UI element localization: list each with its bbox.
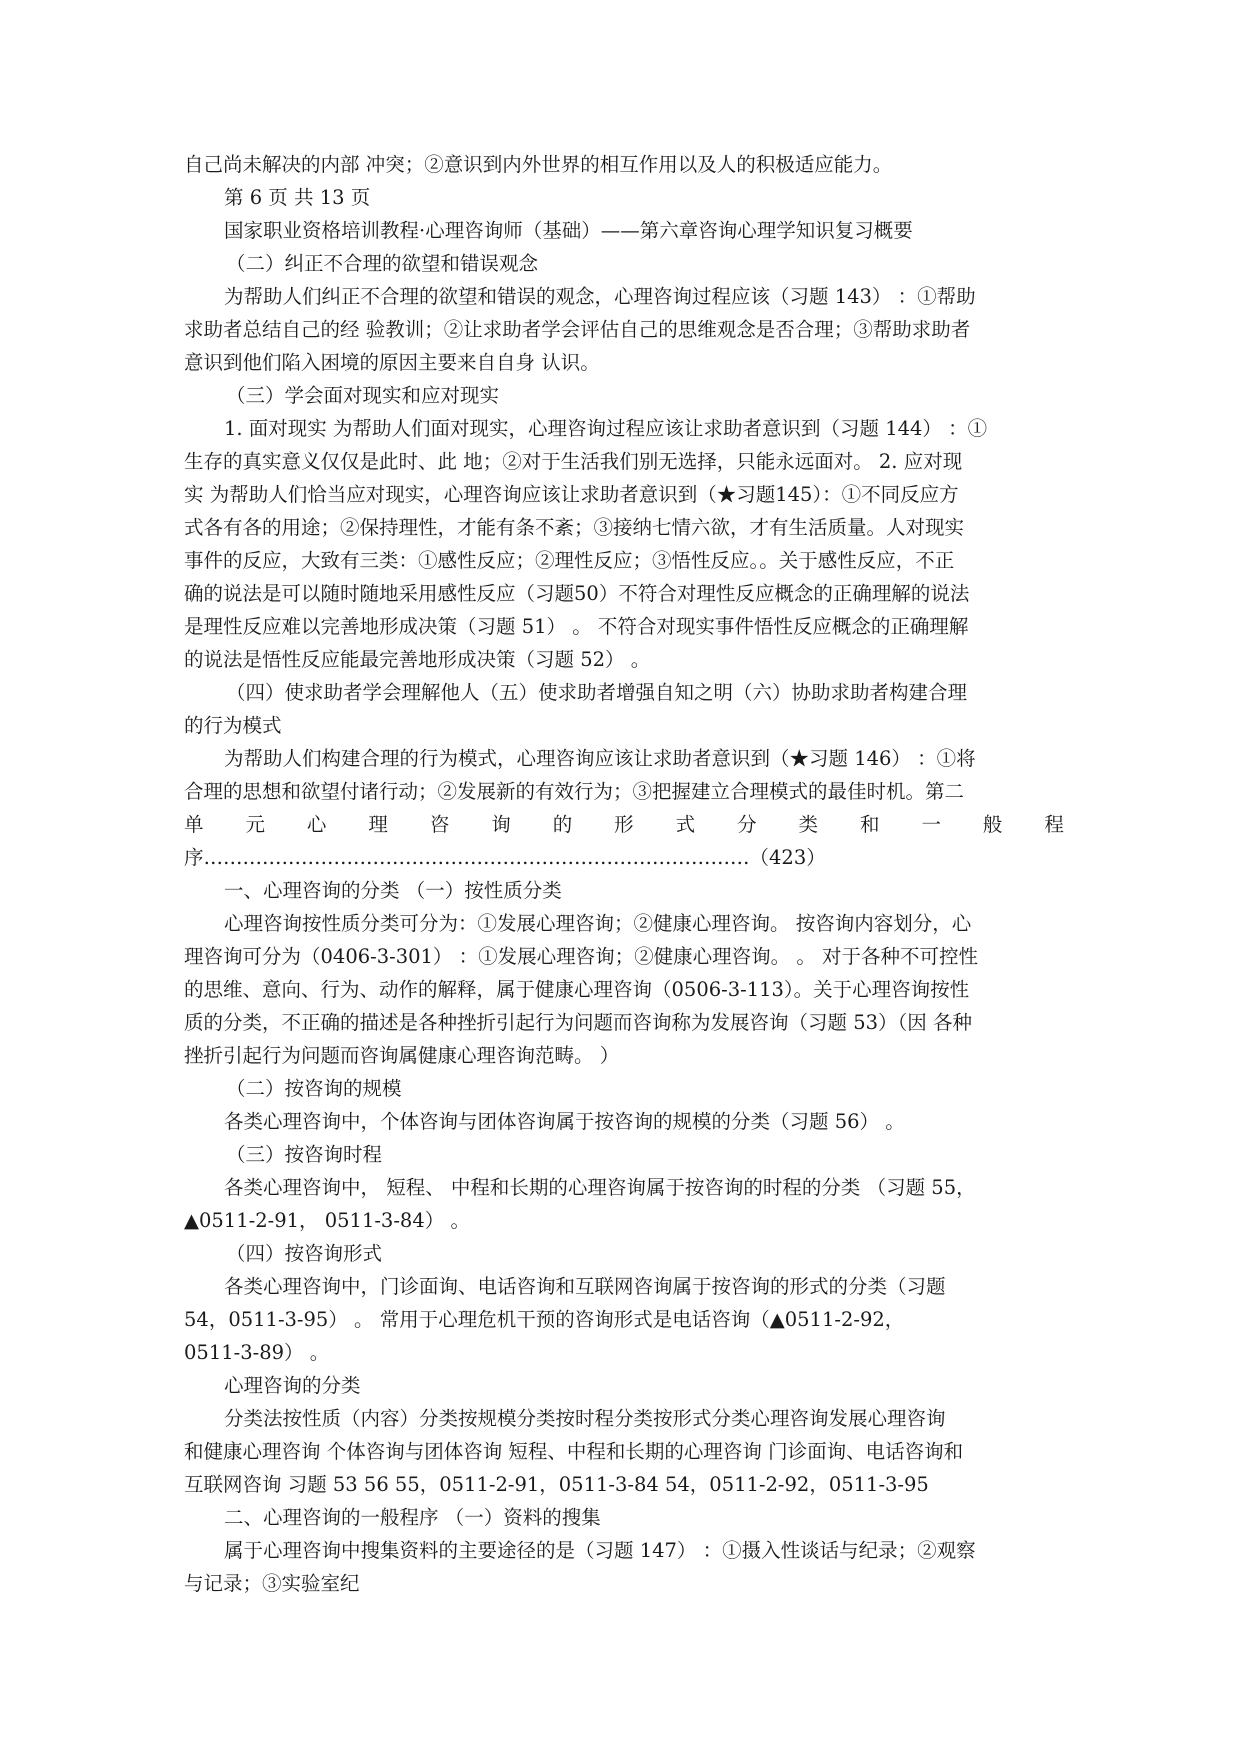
text-line: 和健康心理咨询 个体咨询与团体咨询 短程、中程和长期的心理咨询 门诊面询、电话咨询和 <box>184 1440 964 1463</box>
text-line: 互联网咨询 习题 53 56 55，0511-2-91，0511-3-84 54，0511-2-92，0511-3-95 <box>184 1473 929 1496</box>
unit-title-char: 程 <box>1044 813 1064 836</box>
text-line: 的行为模式 <box>184 714 282 737</box>
unit-title-char: 类 <box>798 813 819 836</box>
section-heading: （三）学会面对现实和应对现实 <box>226 384 500 407</box>
unit-title-char: 询 <box>491 813 511 836</box>
text-line: 是理性反应难以完善地形成决策（习题 51） 。 不符合对现实事件悟性反应概念的正确理解 <box>184 615 969 638</box>
text-line: 54，0511-3-95） 。 常用于心理危机干预的咨询形式是电话咨询（▲0511-2-92， <box>184 1308 905 1331</box>
text-line: 1. 面对现实 为帮助人们面对现实，心理咨询过程应该让求助者意识到（习题 144） ：① <box>224 417 988 440</box>
unit-title-char: 元 <box>245 813 265 836</box>
text-line: 理咨询可分为（0406-3-301） ：①发展心理咨询；②健康心理咨询。 。 对于各种不可控性 <box>184 945 979 968</box>
text-line: 式各有各的用途；②保持理性，才能有条不紊；③接纳七情六欲，才有生活质量。人对现实 <box>184 516 965 539</box>
section-heading: （二）纠正不合理的欲望和错误观念 <box>226 252 539 275</box>
text-line: 质的分类，不正确的描述是各种挫折引起行为问题而咨询称为发展咨询（习题 53）（因 各种 <box>184 1011 972 1034</box>
text-line: 的说法是悟性反应能最完善地形成决策（习题 52） 。 <box>184 648 651 671</box>
text-line: ▲0511-2-91， 0511-3-84） 。 <box>184 1209 470 1232</box>
unit-title-char: 单 <box>184 813 204 836</box>
section-heading: （四）按咨询形式 <box>226 1242 383 1265</box>
text-line: 属于心理咨询中搜集资料的主要途径的是（习题 147） ：①摄入性谈话与纪录；②观察 <box>224 1539 976 1562</box>
unit-title-line <box>184 808 1064 841</box>
running-header: 国家职业资格培训教程·心理咨询师（基础）——第六章咨询心理学知识复习概要 <box>224 219 913 242</box>
unit-title-char: 形 <box>614 813 634 836</box>
text-line: 的思维、意向、行为、动作的解释，属于健康心理咨询（0506-3-113）。关于心理咨询按性 <box>184 978 970 1001</box>
text-line: 与记录；③实验室纪 <box>184 1572 360 1595</box>
section-heading: （三）按咨询时程 <box>226 1143 383 1166</box>
unit-title-char: 心 <box>306 813 327 836</box>
text-line: 为帮助人们构建合理的行为模式，心理咨询应该让求助者意识到（★习题 146） ：①将 <box>224 747 976 770</box>
unit-title-char: 的 <box>552 813 573 836</box>
text-line: 各类心理咨询中， 短程、 中程和长期的心理咨询属于按咨询的时程的分类 （习题 55， <box>224 1176 976 1199</box>
text-line: 生存的真实意义仅仅是此时、此 地；②对于生活我们别无选择，只能永远面对。 2. 应对现 <box>184 450 963 473</box>
section-heading: （二）按咨询的规模 <box>226 1077 402 1100</box>
page-number-line: 第 6 页 共 13 页 <box>224 186 371 209</box>
section-heading: （四）使求助者学会理解他人（五）使求助者增强自知之明（六）协助求助者构建合理 <box>226 681 968 704</box>
text-line: 0511-3-89） 。 <box>184 1341 330 1364</box>
toc-dotted-line: 序…………………………………………………………………………（423） <box>184 846 826 869</box>
unit-title-char: 般 <box>982 813 1003 836</box>
text-line: 为帮助人们纠正不合理的欲望和错误的观念，心理咨询过程应该（习题 143） ：①帮助 <box>224 285 976 308</box>
unit-title-char: 和 <box>859 813 880 836</box>
text-line: 自己尚未解决的内部 冲突；②意识到内外世界的相互作用以及人的积极适应能力。 <box>184 153 893 176</box>
text-line: 各类心理咨询中，门诊面询、电话咨询和互联网咨询属于按咨询的形式的分类（习题 <box>224 1275 946 1298</box>
document-page <box>184 148 1064 1600</box>
unit-title-char: 咨 <box>429 813 450 836</box>
section-heading: 心理咨询的分类 <box>224 1374 361 1397</box>
text-line: 分类法按性质（内容）分类按规模分类按时程分类按形式分类心理咨询发展心理咨询 <box>224 1407 946 1430</box>
text-line: 心理咨询按性质分类可分为：①发展心理咨询；②健康心理咨询。 按咨询内容划分，心 <box>224 912 972 935</box>
text-line: 合理的思想和欲望付诸行动；②发展新的有效行为；③把握建立合理模式的最佳时机。第二 <box>184 780 965 803</box>
text-line: 各类心理咨询中，个体咨询与团体咨询属于按咨询的规模的分类（习题 56） 。 <box>224 1110 905 1133</box>
text-line: 求助者总结自己的经 验教训；②让求助者学会评估自己的思维观念是否合理；③帮助求助者 <box>184 318 971 341</box>
unit-title-char: 式 <box>675 813 696 836</box>
text-line: 实 为帮助人们恰当应对现实，心理咨询应该让求助者意识到（★习题145）：①不同反应方 <box>184 483 959 506</box>
unit-title-char: 理 <box>368 813 388 836</box>
section-heading: 一、心理咨询的分类 （一）按性质分类 <box>224 879 562 902</box>
section-heading: 二、心理咨询的一般程序 （一）资料的搜集 <box>224 1506 601 1529</box>
unit-title-char: 一 <box>921 813 941 836</box>
text-line: 挫折引起行为问题而咨询属健康心理咨询范畴。 ） <box>184 1044 620 1067</box>
text-line: 确的说法是可以随时随地采用感性反应（习题50）不符合对理性反应概念的正确理解的说法 <box>184 582 970 605</box>
text-line: 事件的反应，大致有三类：①感性反应；②理性反应；③悟性反应。。关于感性反应，不正 <box>184 549 955 572</box>
unit-title-char: 分 <box>737 813 757 836</box>
text-line: 意识到他们陷入困境的原因主要来自自身 认识。 <box>184 351 600 374</box>
